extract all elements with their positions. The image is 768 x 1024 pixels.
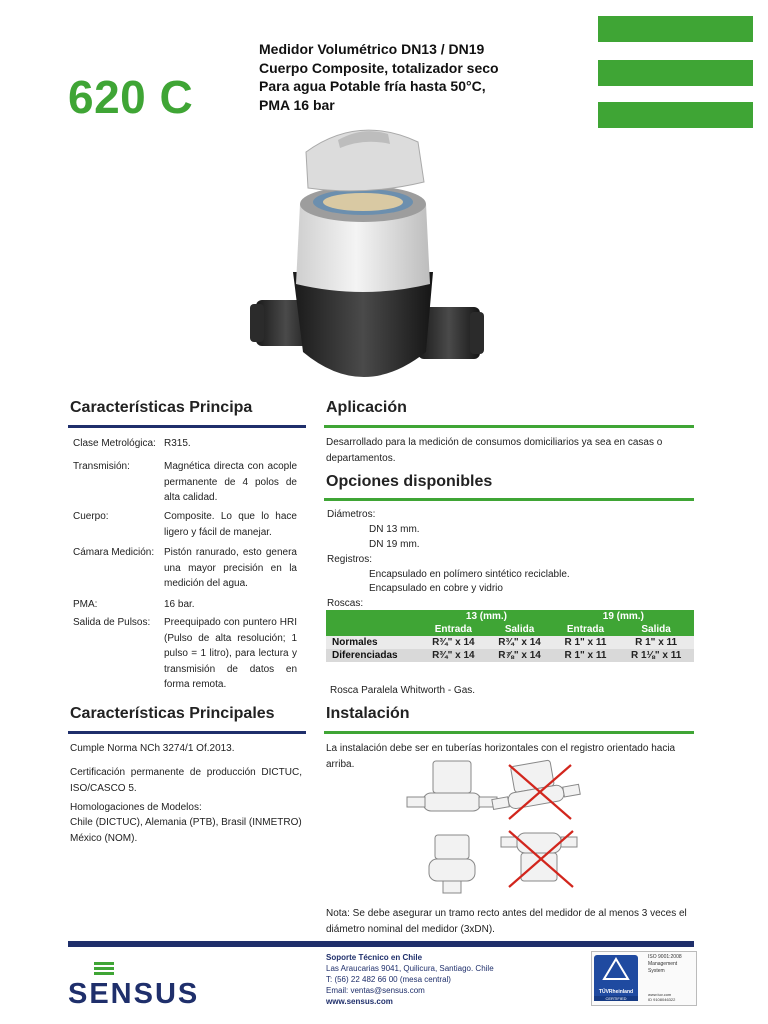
table-row: [326, 636, 694, 649]
section-rule-opciones: [324, 498, 694, 501]
desc-line-4: PMA 16 bar: [259, 96, 335, 113]
spec-value-pulsos: Preequipado con puntero HRI (Pulso de alta resolución; 1 pulso = 1 litro), para lectura y transmisión de datos en forma remota.: [164, 617, 297, 690]
section-title-opciones: Opciones disponibles: [326, 473, 493, 490]
tuv-certified: CERTIFIED: [594, 996, 638, 1001]
spec-value-transmision: Magnética directa con acople permanente de 4 polos de alta calidad.: [164, 461, 297, 503]
section-rule-aplicacion: [324, 425, 694, 428]
section-title-caracteristicas-2: Características Principales: [70, 705, 275, 722]
table-sub-entrada-13: Entrada: [420, 623, 486, 636]
table-row: [326, 649, 694, 662]
roscas-label: Roscas:: [327, 598, 364, 609]
decor-bar-3: [598, 102, 753, 128]
spec-value-pma: 16 bar.: [164, 599, 195, 610]
registro-cobre: Encapsulado en cobre y vidrio: [369, 583, 503, 594]
instalacion-text: La instalación debe ser en tuberías horizontales con el registro orientado hacia arriba.: [326, 743, 676, 770]
product-description: [259, 40, 499, 114]
norma-text: Cumple Norma NCh 3274/1 Of.2013.: [70, 743, 235, 754]
water-meter-image: [248, 112, 488, 392]
spec-label-camara: Cámara Medición:: [73, 547, 155, 558]
desc-line-2: Cuerpo Composite, totalizador seco: [259, 59, 499, 76]
support-address: Las Araucarias 9041, Quilicura, Santiago. Chile: [326, 964, 494, 973]
registro-polimero: Encapsulado en polímero sintético reciclable.: [369, 569, 570, 580]
diametro-19: DN 19 mm.: [369, 539, 420, 550]
section-rule-left1: [68, 425, 306, 428]
roscas-table: [326, 610, 694, 662]
table-cell: R 1" x 11: [618, 636, 694, 649]
tuv-certification-badge: [591, 951, 697, 1006]
spec-label-pulsos: Salida de Pulsos:: [73, 617, 151, 628]
spec-value-camara: Pistón ranurado, esto genera una mayor precisión en la medición del agua.: [164, 547, 297, 589]
table-sub-salida-13: Salida: [486, 623, 552, 636]
certificacion-text: Certificación permanente de producción DICTUC, ISO/CASCO 5.: [70, 767, 302, 794]
spec-label-transmision: Transmisión:: [73, 461, 130, 472]
table-group-13: 13 (mm.): [420, 610, 552, 623]
spec-label-clase: Clase Metrológica:: [73, 438, 156, 449]
row-label-normales: Normales: [326, 636, 420, 649]
table-cell: R¾" x 14: [420, 649, 486, 662]
homologaciones-body: Chile (DICTUC), Alemania (PTB), Brasil (INMETRO) México (NOM).: [70, 817, 302, 844]
spec-label-pma: PMA:: [73, 599, 98, 610]
support-web[interactable]: www.sensus.com: [326, 997, 393, 1006]
table-sub-salida-19: Salida: [618, 623, 694, 636]
registros-label: Registros:: [327, 554, 373, 565]
tuv-brand: TÜVRheinland: [598, 989, 634, 995]
iso-standard: ISO 9001:2008 Management System: [648, 954, 682, 974]
row-label-diferenciadas: Diferenciadas: [326, 649, 420, 662]
desc-line-1: Medidor Volumétrico DN13 / DN19: [259, 41, 485, 57]
spec-label-cuerpo: Cuerpo:: [73, 511, 109, 522]
section-title-aplicacion: Aplicación: [326, 399, 407, 416]
table-cell: R⅞" x 14: [486, 649, 552, 662]
table-cell: R¾" x 14: [486, 636, 552, 649]
section-title-caracteristicas-1: Características Principa: [70, 399, 253, 416]
table-cell: R¾" x 14: [420, 636, 486, 649]
spec-value-clase: R315.: [164, 438, 191, 449]
aplicacion-text: Desarrollado para la medición de consumos domiciliarios ya sea en casas o departamentos.: [326, 437, 663, 464]
decor-bar-2: [598, 60, 753, 86]
spec-value-cuerpo: Composite. Lo que lo hace ligero y fácil de manejar.: [164, 511, 297, 538]
instalacion-note: Nota: Se debe asegurar un tramo recto antes del medidor de al menos 3 veces el diámetro nominal del medidor (3xDN).: [326, 908, 687, 935]
homologaciones-title: Homologaciones de Modelos:: [70, 802, 202, 813]
desc-line-3: Para agua Potable fría hasta 50°C,: [259, 78, 486, 94]
table-sub-header-row: [326, 623, 694, 636]
decor-bar-1: [598, 16, 753, 42]
table-sub-entrada-19: Entrada: [553, 623, 619, 636]
table-cell: R 1" x 11: [553, 649, 619, 662]
installation-diagram: [405, 755, 585, 895]
tuv-id: www.tuv.com ID 9108046322: [648, 992, 676, 1002]
diametros-label: Diámetros:: [327, 509, 376, 520]
section-rule-left2: [68, 731, 306, 734]
support-title: Soporte Técnico en Chile: [326, 953, 423, 962]
diametro-13: DN 13 mm.: [369, 524, 420, 535]
table-group-header-row: [326, 610, 694, 623]
table-cell: R 1⅛" x 11: [618, 649, 694, 662]
section-rule-instalacion: [324, 731, 694, 734]
model-name: 620 C: [68, 71, 194, 123]
footer-rule: [68, 941, 694, 947]
section-title-instalacion: Instalación: [326, 705, 410, 722]
triangle-icon: [594, 955, 638, 985]
table-group-19: 19 (mm.): [553, 610, 694, 623]
tuv-logo-icon: [594, 955, 638, 1001]
sensus-logo: SENSUS: [68, 978, 200, 1010]
rosca-note: Rosca Paralela Whitworth - Gas.: [330, 685, 476, 696]
support-email[interactable]: Email: ventas@sensus.com: [326, 986, 425, 995]
table-cell: R 1" x 11: [553, 636, 619, 649]
support-phone: T: (56) 22 482 66 00 (mesa central): [326, 975, 451, 984]
